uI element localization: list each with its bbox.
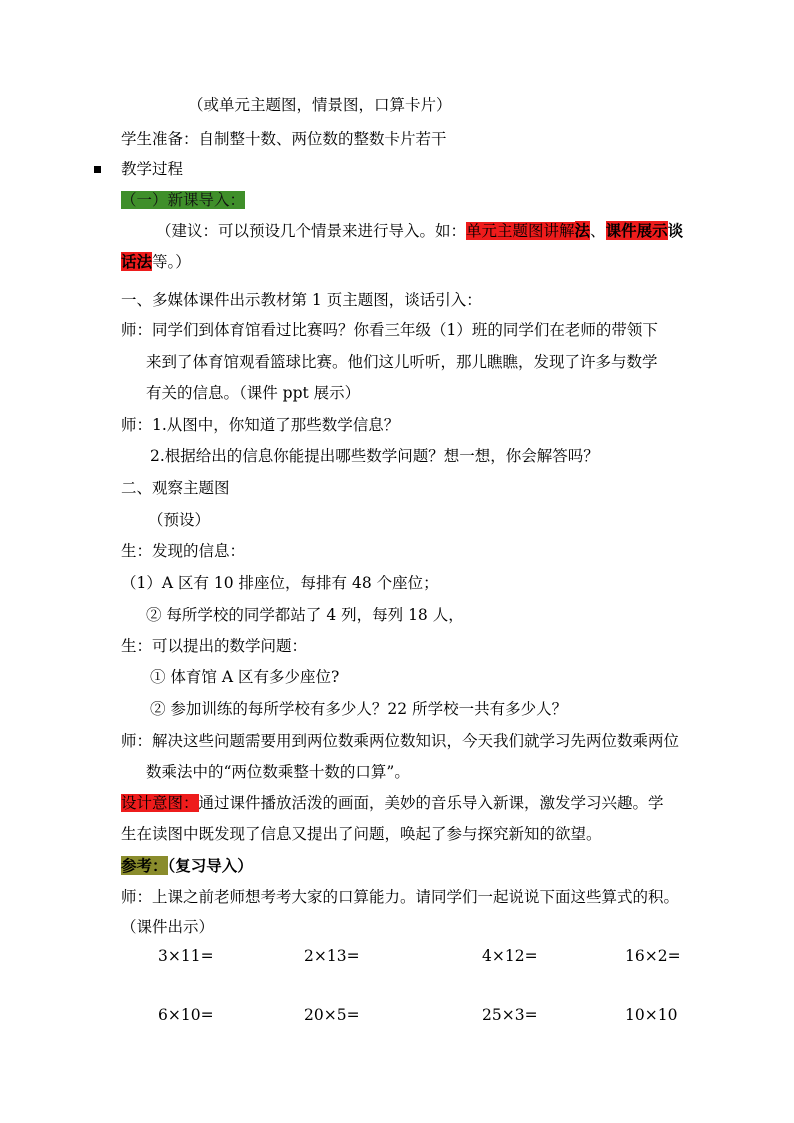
square-bullet-icon: [94, 166, 101, 173]
exercise-item: 16×2=: [625, 947, 681, 965]
question-1: ① 体育馆 A 区有多少座位?: [150, 668, 340, 686]
exercise-item: 10×10: [625, 1006, 678, 1024]
exercise-item: 20×5=: [304, 1006, 360, 1024]
design-intent-text: 通过课件播放活泼的画面，美妙的音乐导入新课，激发学习兴趣。学: [198, 794, 664, 812]
teacher-summary-cont: 数乘法中的“两位数乘整十数的口算”。: [146, 763, 410, 781]
student-questions-label: 生：可以提出的数学问题：: [121, 637, 308, 655]
exercise-item: 2×13=: [304, 947, 360, 965]
suggestion-line: [156, 221, 683, 241]
question-2: ② 参加训练的每所学校有多少人？22 所学校一共有多少人？: [150, 700, 568, 718]
teacher-line-1-end: 有关的信息。（课件 ppt 展示）: [146, 384, 361, 402]
red-highlight-theme-map: 单元主题图讲解: [466, 222, 575, 240]
reference-label: 参考：: [121, 856, 168, 875]
section-heading-teaching-process: 教学过程: [121, 160, 184, 178]
reference-line: [121, 856, 253, 876]
review-intro-heading: （复习导入）: [167, 856, 253, 875]
teacher-question-2: 2.根据给出的信息你能提出哪些数学问题？想一想，你会解答吗？: [150, 447, 599, 465]
materials-note: （或单元主题图，情景图，口算卡片）: [188, 96, 452, 114]
student-findings-label: 生：发现的信息：: [121, 542, 246, 560]
teacher-question-1: 师：1.从图中，你知道了那些数学信息？: [121, 416, 400, 434]
suggestion-line-continued: [121, 252, 191, 272]
teacher-line-1-cont: 来到了体育馆观看篮球比赛。他们这儿听听，那儿瞧瞧，发现了许多与数学: [146, 353, 658, 371]
finding-1: （1）A 区有 10 排座位，每排有 48 个座位；: [121, 574, 439, 592]
preset-label: （预设）: [148, 511, 211, 529]
step-two-heading: 二、观察主题图: [121, 479, 230, 497]
red-highlight-method: 法: [574, 221, 591, 240]
design-intent-cont: 生在读图中既发现了信息又提出了问题，唤起了参与探究新知的欲望。: [121, 825, 602, 843]
exercise-item: 3×11=: [158, 947, 214, 965]
suggestion-end-text: 等。）: [152, 253, 191, 271]
subsection-new-lesson-intro: [121, 190, 245, 210]
step-one-heading: 一、多媒体课件出示教材第 1 页主题图，谈话引入：: [121, 291, 482, 309]
separator-text: 、: [590, 222, 606, 240]
student-preparation: 学生准备：自制整十数、两位数的整数卡片若干: [121, 130, 447, 148]
red-highlight-conversation: 话法: [121, 252, 153, 271]
teacher-line-1: 师：同学们到体育馆看过比赛吗？你看三年级（1）班的同学们在老师的带领下: [121, 321, 658, 339]
design-intent-label: 设计意图：: [121, 794, 199, 812]
exercise-item: 25×3=: [482, 1006, 538, 1024]
exercise-item: 6×10=: [158, 1006, 214, 1024]
finding-2: ② 每所学校的同学都站了 4 列，每列 18 人，: [146, 606, 464, 624]
design-intent-line: [121, 793, 664, 813]
teacher-oral-calc-prompt: 师：上课之前老师想考考大家的口算能力。请同学们一起说说下面这些算式的积。: [121, 888, 680, 906]
suggestion-text: （建议：可以预设几个情景来进行导入。如：: [156, 222, 467, 240]
red-highlight-courseware: 课件展示: [605, 221, 668, 240]
green-highlight-label: （一）新课导入：: [121, 191, 246, 209]
exercise-item: 4×12=: [482, 947, 538, 965]
courseware-shown-label: （课件出示）: [121, 918, 215, 936]
teacher-summary: 师：解决这些问题需要用到两位数乘两位数知识，今天我们就学习先两位数乘两位: [121, 732, 680, 750]
bold-text-talk: 谈: [667, 221, 684, 240]
